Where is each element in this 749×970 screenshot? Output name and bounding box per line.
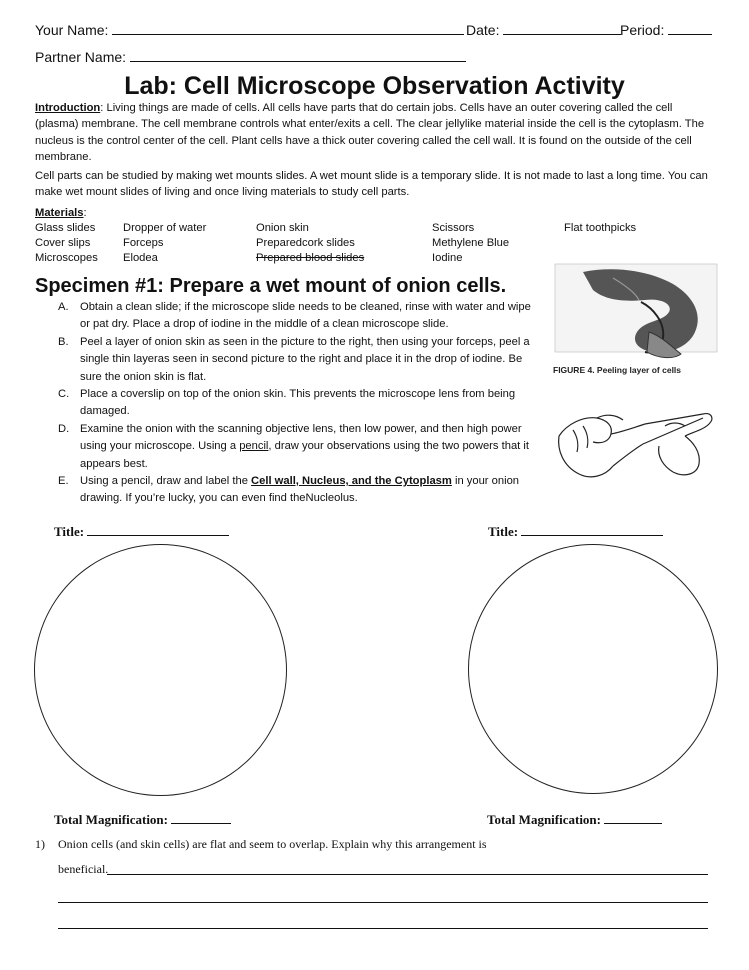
answer-line[interactable] [58, 928, 708, 929]
total-magnification-label: Total Magnification: [487, 812, 601, 827]
material-item: Flat toothpicks [564, 222, 637, 234]
question-text: Onion cells (and skin cells) are flat and seem to overlap. Explain why this arrangement is [58, 837, 487, 851]
partner-row [35, 48, 466, 65]
intro-text: : Living things are made of cells. All cells have parts that do certain jobs. Cells have an outer covering called the cell (plasma) membrane. The cell membrane controls what enter/exits a cell. The clear jellylike material inside the cell is the cytoplasm. The nucleus is the control center of the cell. Plant cells have a thick outer covering called the cell wall. It is found on the outside of the cell membrane. [35, 102, 705, 164]
intro-paragraph-2: Cell parts can be studied by making wet mounts slides. A wet mount slide is a temporary slide. It is not made to last a long time. You can make wet mount slides of living and once living materials to study cell parts. [35, 170, 708, 199]
name-row [35, 21, 464, 38]
step-text: Obtain a clean slide; if the microscope slide needs to be cleaned, rinse with water and wipe or pat dry. Place a drop of iodine in the middle of a clean microscope slide. [80, 301, 531, 331]
forceps-figure [553, 396, 719, 482]
step-letter: D. [58, 422, 70, 435]
total-magnification-label: Total Magnification: [54, 812, 168, 827]
period-row [620, 21, 712, 38]
step-d [58, 421, 536, 473]
drawing-1-title-field[interactable] [87, 523, 229, 536]
onion-peel-figure [553, 262, 719, 384]
material-item: Glass slides [35, 222, 96, 234]
period-label: Period: [620, 22, 665, 38]
material-item: Forceps [123, 237, 164, 249]
name-field[interactable] [112, 21, 464, 35]
step-text: Place a coverslip on top of the onion skin. This prevents the microscope lens from being damaged. [80, 388, 516, 418]
step-e [58, 473, 536, 508]
material-item: Cover slips [35, 237, 91, 249]
date-field[interactable] [503, 21, 621, 35]
drawing-1-title-row [54, 523, 229, 540]
step-letter: E. [58, 475, 69, 488]
material-item-struck: Prepared blood slides [256, 252, 365, 264]
materials-col-2 [123, 221, 206, 266]
step-text-post: , draw your observations using the two powers that it appears best. [80, 440, 529, 470]
question-number: 1) [35, 837, 45, 851]
hand-peeling-illustration [553, 262, 719, 372]
step-text-post: in your onion drawing. If you’re lucky, you can even find theNucleolus. [80, 475, 520, 505]
drawing-2-title-row [488, 523, 663, 540]
drawing-2-mag-row [487, 811, 662, 828]
material-item: Scissors [432, 222, 475, 234]
date-row [466, 21, 621, 38]
step-b [58, 334, 536, 386]
material-item: Elodea [123, 252, 158, 264]
step-letter: A. [58, 301, 69, 313]
specimen-heading: Specimen #1: Prepare a wet mount of onion cells. [35, 275, 507, 297]
material-item: Preparedcork slides [256, 237, 355, 249]
material-item: Methylene Blue [432, 237, 510, 249]
hands-forceps-illustration [553, 396, 719, 482]
step-text-pre: Examine the onion with the scanning objective lens, then low power, and then high power using your microscope. Using a [80, 422, 522, 453]
answer-line[interactable] [58, 902, 708, 903]
materials-col-3 [256, 221, 364, 266]
material-item: Onion skin [256, 222, 309, 234]
step-a [58, 299, 536, 334]
period-field[interactable] [668, 21, 712, 35]
materials-heading: Materials [35, 207, 84, 219]
step-text [80, 423, 529, 470]
step-text-underlined: pencil [239, 440, 269, 453]
procedure-steps [58, 299, 536, 508]
step-text-pre: Using a pencil, draw and label the [80, 475, 252, 488]
step-text [80, 475, 519, 504]
drawing-circle-2[interactable] [468, 544, 718, 794]
materials-col-5 [564, 221, 636, 236]
drawing-2-mag-field[interactable] [604, 811, 662, 824]
material-item: Microscopes [35, 252, 98, 264]
intro-heading: Introduction [35, 102, 101, 114]
step-c [58, 386, 536, 421]
drawing-circle-1[interactable] [34, 544, 287, 796]
step-letter: C. [58, 388, 70, 401]
figure-caption: FIGURE 4. Peeling layer of cells [553, 365, 682, 375]
answer-line[interactable] [107, 874, 708, 875]
material-item: Dropper of water [123, 222, 207, 234]
question-text-2: beneficial. [58, 862, 109, 876]
material-item: Iodine [432, 252, 463, 264]
partner-label: Partner Name: [35, 49, 127, 65]
introduction [35, 100, 717, 166]
name-label: Your Name: [35, 22, 109, 38]
materials-heading-row [35, 206, 87, 221]
drawing-1-mag-field[interactable] [171, 811, 231, 824]
materials-colon: : [83, 207, 87, 219]
materials-col-1 [35, 221, 98, 266]
page-title: Lab: Cell Microscope Observation Activity [124, 72, 625, 100]
step-letter: B. [58, 335, 69, 348]
date-label: Date: [466, 22, 500, 38]
drawing-title-label: Title: [54, 524, 85, 539]
drawing-2-title-field[interactable] [521, 523, 663, 536]
step-text: Peel a layer of onion skin as seen in the picture to the right, then using your forceps, peel a single thin layeras seen in second picture to the right and place it in the drop of iodine. Be sure the onion skin is flat. [80, 335, 530, 383]
drawing-1-mag-row [54, 811, 231, 828]
materials-col-4 [432, 221, 509, 266]
partner-field[interactable] [130, 48, 466, 62]
drawing-title-label: Title: [488, 524, 519, 539]
step-text-bold-underlined: Cell wall, Nucleus, and the Cytoplasm [251, 475, 452, 488]
